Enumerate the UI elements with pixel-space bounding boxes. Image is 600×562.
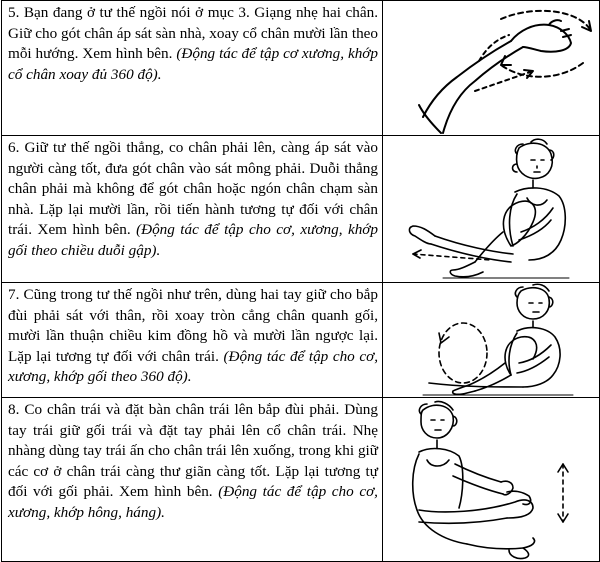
exercise-description bbox=[2, 136, 382, 262]
knee-extension-illustration-icon bbox=[383, 136, 599, 282]
exercise-text-cell bbox=[2, 136, 383, 283]
exercise-image-cell bbox=[383, 1, 600, 136]
exercise-description bbox=[2, 398, 382, 524]
exercise-image-cell bbox=[383, 283, 600, 398]
exercise-image-cell bbox=[383, 398, 600, 562]
hip-press-illustration-icon bbox=[383, 398, 599, 561]
exercise-row-6 bbox=[2, 136, 600, 283]
exercise-row-7 bbox=[2, 283, 600, 398]
exercise-description bbox=[2, 1, 382, 85]
exercise-text-cell bbox=[2, 398, 383, 562]
exercise-instructions: 7. Cũng trong tư thế ngồi như trên, dùng hai tay giữ cho bắp đùi phải sát với thân, rồi xoay tròn cẳng chân quanh gối, mười lần thuận chiều kim đồng hồ và mười lần ngược lại. Lặp lại tương tự đối với chân trái. bbox=[8, 286, 378, 365]
exercise-purpose-note: (Động tác để tập cho cơ, xương, khớp hông, háng). bbox=[8, 483, 378, 521]
exercise-row-5 bbox=[2, 1, 600, 136]
exercise-instructions: 5. Bạn đang ở tư thế ngồi nói ở mục 3. Giạng nhẹ hai chân. Giữ cho gót chân áp sát sàn nhà, xoay cổ chân mười lần theo mỗi hướng. Xem hình bên. bbox=[8, 4, 378, 63]
exercise-purpose-note: (Động tác để tập cho cơ, xương, khớp gối theo 360 độ). bbox=[8, 347, 378, 386]
exercise-image-cell bbox=[383, 136, 600, 283]
exercise-purpose-note: (Động tác để tập cơ xương, khớp cổ chân xoay đủ 360 độ). bbox=[8, 45, 378, 83]
exercise-instructions: 6. Giữ tư thế ngồi thẳng, co chân phải lên, càng áp sát vào người càng tốt, đưa gót chân vào sát mông phải. Duỗi thẳng chân phải mà không để gót chân hoặc ngón chân chạm sàn nhà. Lặp lại mười lần, rồi tiến hành tương tự đối với chân trái. Xem hình bên. bbox=[8, 139, 378, 239]
ankle-rotation-illustration-icon bbox=[383, 1, 599, 135]
exercise-instructions: 8. Co chân trái và đặt bàn chân trái lên bắp đùi phải. Dùng tay trái giữ gối trái và đặt tay phải lên cổ chân trái. Nhẹ nhàng dùng tay trái ấn cho chân trái lên xuống, trong khi giữ các cơ ở chân trái càng thư giãn càng tốt. Lặp lại tương tự đối với gối phải. Xem hình bên. bbox=[8, 401, 378, 501]
exercise-row-8 bbox=[2, 398, 600, 562]
exercise-text-cell bbox=[2, 283, 383, 398]
exercise-description bbox=[2, 283, 382, 388]
exercise-table bbox=[1, 0, 600, 562]
exercise-purpose-note: (Động tác để tập cho cơ, xương, khớp gối theo chiều duỗi gập). bbox=[8, 221, 378, 259]
lower-leg-rotation-illustration-icon bbox=[383, 283, 599, 397]
exercise-text-cell bbox=[2, 1, 383, 136]
